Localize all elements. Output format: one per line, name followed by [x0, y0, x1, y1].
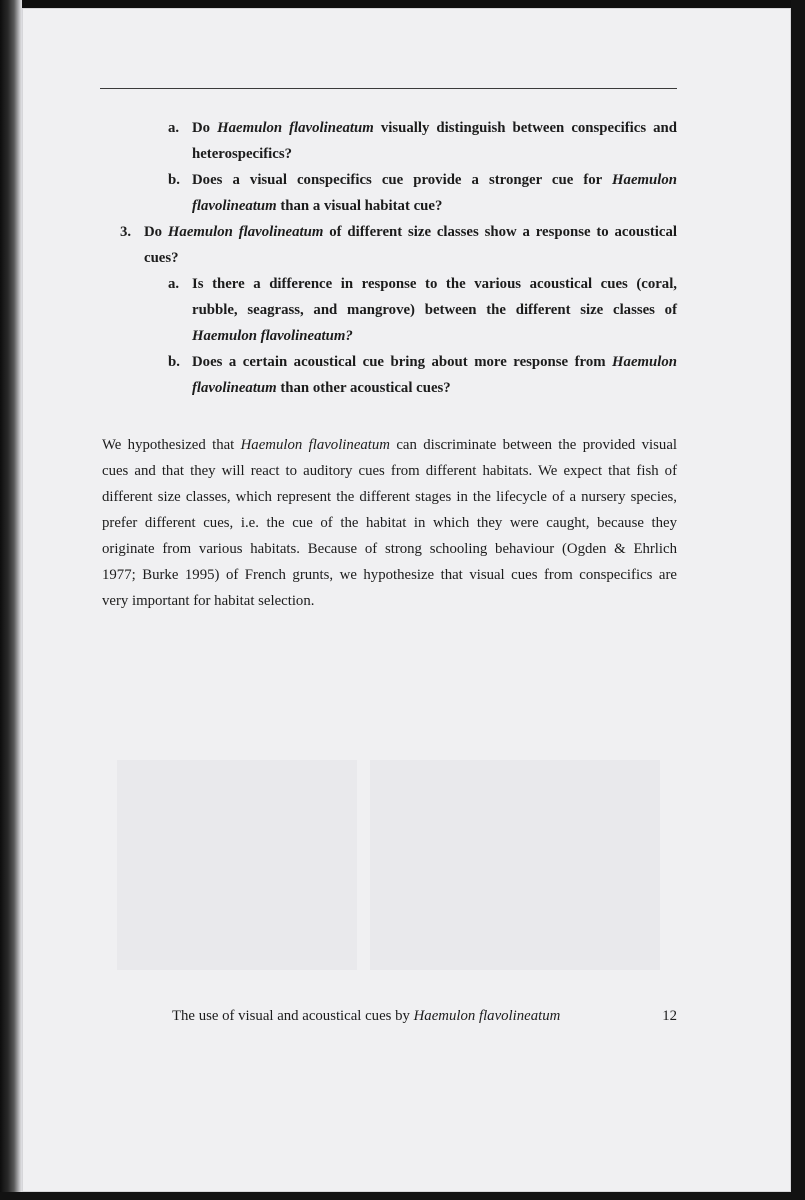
question-2b: b. Does a visual conspecifics cue provide a stronger cue for Haemulon flavolineatum than a visual habitat cue?	[168, 167, 677, 219]
scan-frame-right	[791, 0, 805, 1200]
species-name: Haemulon	[612, 172, 677, 188]
page-number: 12	[662, 1008, 677, 1024]
question-marker: b.	[168, 172, 180, 188]
species-name: Haemulon flavolineatum	[217, 120, 374, 136]
show-through-figure-left	[117, 760, 357, 970]
question-marker: 3.	[120, 224, 132, 240]
show-through-figure-right	[370, 760, 660, 970]
question-marker: a.	[168, 276, 180, 292]
header-rule	[100, 88, 677, 89]
species-name: flavolineatum	[192, 198, 277, 214]
question-marker: b.	[168, 354, 180, 370]
species-name: Haemulon flavolineatum	[167, 224, 324, 240]
species-name: Haemulon flavolineatum	[240, 437, 390, 453]
species-name: Haemulon flavolineatum	[413, 1008, 561, 1024]
question-2a: a. Do Haemulon flavolineatum visually distinguish between conspecifics and heterospecifics?	[168, 115, 677, 167]
question-marker: a.	[168, 120, 180, 136]
hypothesis-paragraph: We hypothesized that Haemulon flavolineatum can discriminate between the provided visual cues and that they will react to auditory cues from different habitats. We expect that fish of different size classes, which represent the different stages in the lifecycle of a nursery species, prefer different cues, i.e. the cue of the habitat in which they were caught, because they originate from various habitats. Because of strong schooling behaviour (Ogden & Ehrlich 1977; Burke 1995) of French grunts, we hypothesize that visual cues from conspecifics are very important for habitat selection.	[102, 437, 677, 609]
question-3a: a. Is there a difference in response to the various acoustical cues (coral, rubble, seagrass, and mangrove) between the different size classes of Haemulon flavolineatum?	[168, 271, 677, 349]
document-page	[22, 8, 791, 1192]
book-binding-edge	[0, 0, 22, 1200]
species-name: Haemulon flavolineatum?	[192, 328, 353, 344]
question-3: 3. Do Haemulon flavolineatum of different size classes show a response to acoustical cues?	[120, 219, 677, 271]
running-title: The use of visual and acoustical cues by Haemulon flavolineatum	[172, 1008, 561, 1024]
scan-frame-bottom	[0, 1192, 805, 1200]
question-3b: b. Does a certain acoustical cue bring about more response from Haemulon flavolineatum than other acoustical cues?	[168, 349, 677, 401]
scan-frame-top	[0, 0, 805, 8]
species-name: flavolineatum	[192, 380, 277, 396]
species-name: Haemulon	[612, 354, 677, 370]
